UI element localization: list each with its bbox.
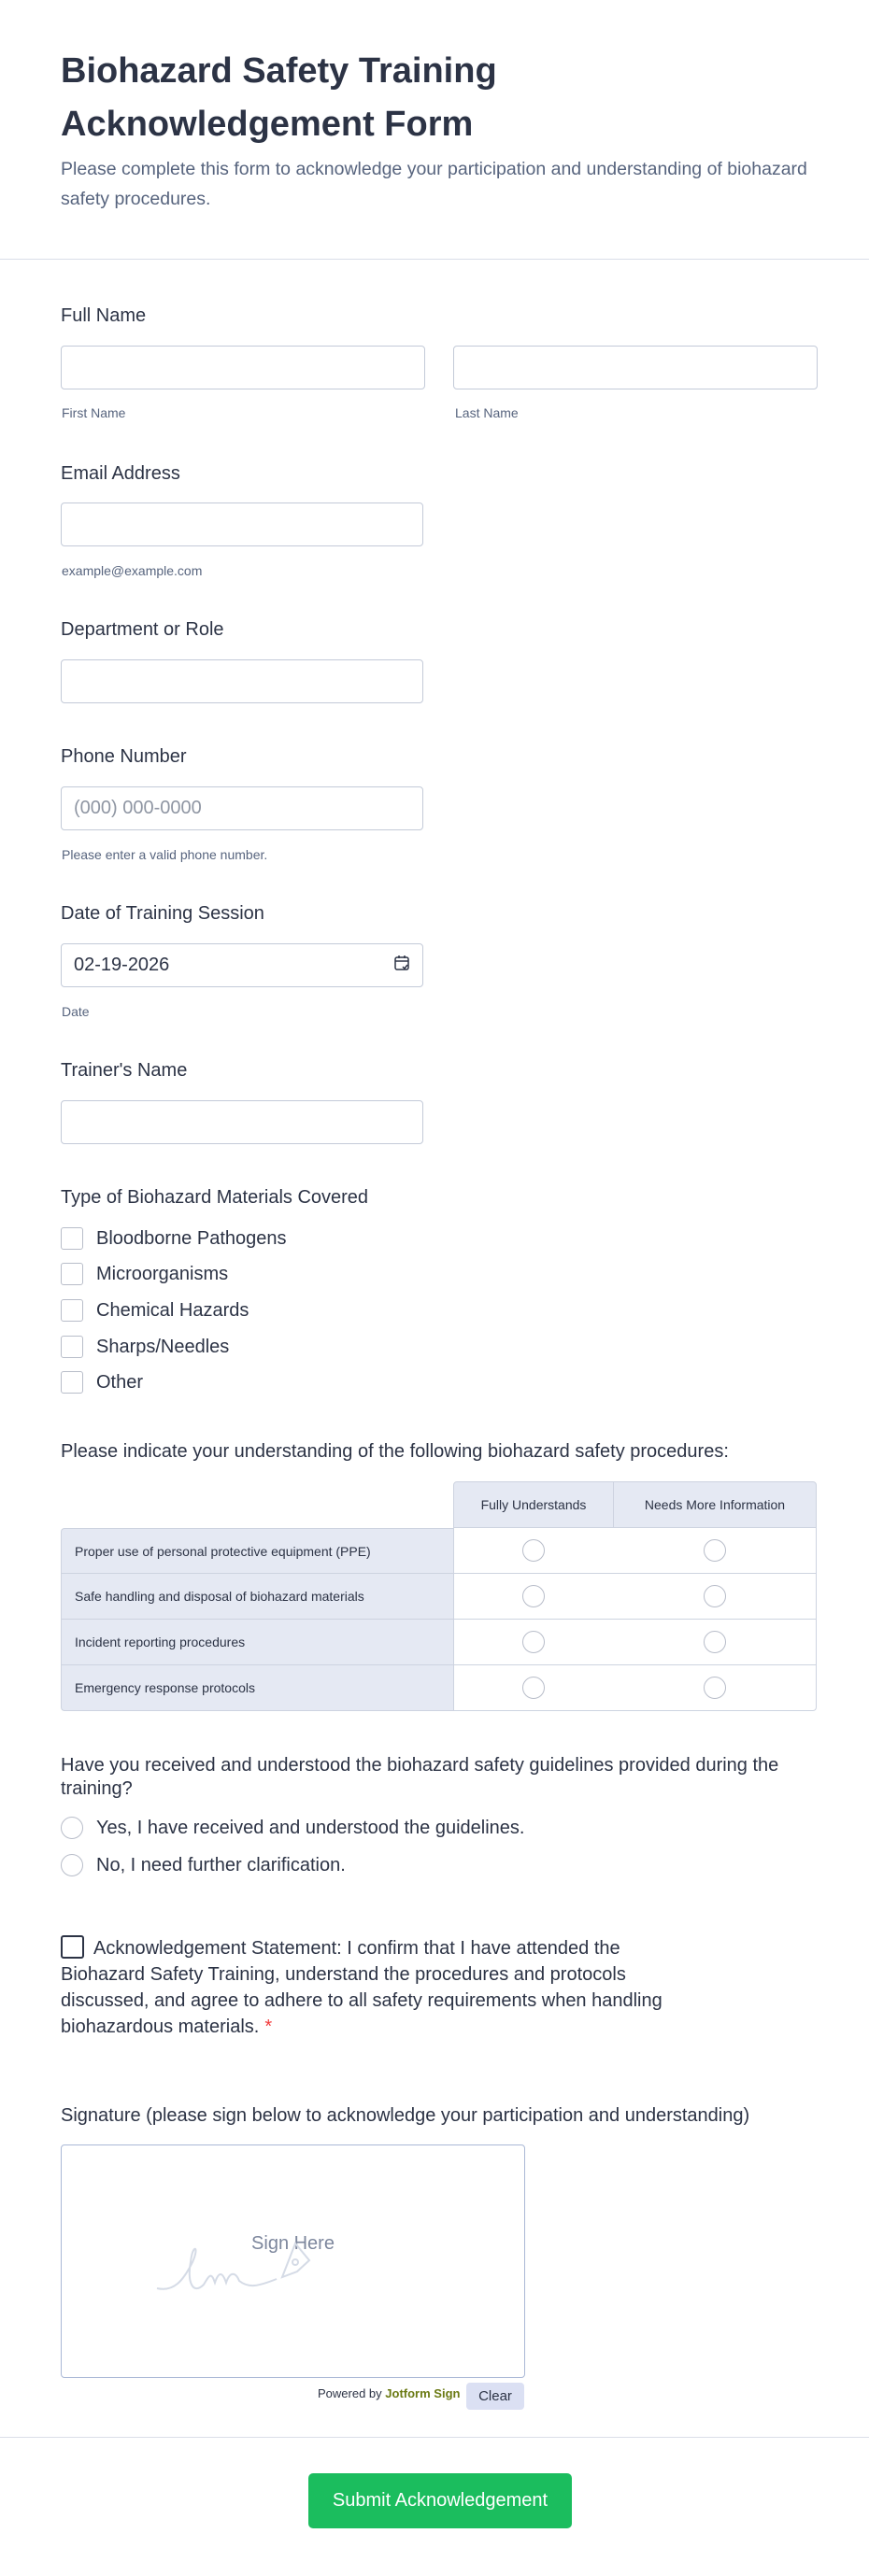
last-name-input[interactable] <box>453 346 818 389</box>
checkbox[interactable] <box>61 1263 83 1285</box>
understanding-matrix <box>61 1481 817 1712</box>
powered-by <box>318 2386 460 2400</box>
matrix-cell <box>453 1574 614 1620</box>
matrix-cell <box>453 1528 614 1574</box>
matrix-cell <box>613 1574 817 1620</box>
required-mark: * <box>264 2017 273 2037</box>
submit-button[interactable]: Submit Acknowledgement <box>308 2473 572 2528</box>
matrix-radio-needs-more-information[interactable] <box>704 1585 726 1607</box>
last-name-sublabel: Last Name <box>455 405 519 420</box>
phone-input[interactable] <box>61 786 423 830</box>
phone-sublabel: Please enter a valid phone number. <box>62 847 268 862</box>
calendar-icon[interactable] <box>393 955 410 977</box>
phone-placeholder: (000) 000-0000 <box>74 798 202 818</box>
date-input[interactable] <box>61 943 423 987</box>
matrix-question: Please indicate your understanding of the following biohazard safety procedures: <box>61 1441 729 1462</box>
acknowledgement-statement <box>61 1935 677 2040</box>
signature-pad[interactable] <box>61 2144 525 2378</box>
checkbox[interactable] <box>61 1371 83 1394</box>
checkbox[interactable] <box>61 1227 83 1250</box>
matrix-row-label: Safe handling and disposal of biohazard materials <box>61 1574 453 1620</box>
option-label: Sharps/Needles <box>96 1336 230 1357</box>
sign-here-placeholder: Sign Here <box>251 2233 335 2254</box>
checkbox-chemical-hazards[interactable] <box>61 1299 249 1322</box>
option-label: Other <box>96 1371 144 1393</box>
acknowledgement-checkbox[interactable] <box>61 1935 84 1959</box>
checkbox-microorganisms[interactable] <box>61 1263 228 1285</box>
option-label: Yes, I have received and understood the guidelines. <box>96 1817 525 1838</box>
date-sublabel: Date <box>62 1004 90 1019</box>
matrix-radio-fully-understands[interactable] <box>522 1585 545 1607</box>
email-input[interactable] <box>61 502 423 546</box>
option-label: No, I need further clarification. <box>96 1854 346 1875</box>
matrix-cell <box>453 1665 614 1711</box>
jotform-sign-link[interactable]: Jotform Sign <box>385 2386 461 2400</box>
option-label: Chemical Hazards <box>96 1299 249 1321</box>
form-subtitle: Please complete this form to acknowledge your participation and understanding of biohazard safety procedures. <box>61 159 807 209</box>
trainer-input[interactable] <box>61 1100 423 1144</box>
department-input[interactable] <box>61 659 423 703</box>
matrix-radio-needs-more-information[interactable] <box>704 1631 726 1653</box>
materials-label: Type of Biohazard Materials Covered <box>61 1187 369 1208</box>
matrix-row-label: Proper use of personal protective equipment (PPE) <box>61 1528 453 1574</box>
option-label: Microorganisms <box>96 1263 229 1284</box>
checkbox[interactable] <box>61 1299 83 1322</box>
footer-divider <box>0 2437 869 2438</box>
first-name-sublabel: First Name <box>62 405 126 420</box>
date-value: 02-19-2026 <box>74 955 170 975</box>
checkbox[interactable] <box>61 1336 83 1358</box>
trainer-label: Trainer's Name <box>61 1060 188 1081</box>
form-title: Biohazard Safety Training Acknowledgement Form <box>61 51 497 144</box>
acknowledgement-text: Acknowledgement Statement: I confirm that I have attended the Biohazard Safety Training, understand the procedures and protocols discussed, and agree to adhere to all safety requirements when handling biohazardous materials. <box>61 1938 662 2037</box>
radio-button[interactable] <box>61 1854 83 1876</box>
guidelines-question: Have you received and understood the biohazard safety guidelines provided during the training? <box>61 1755 779 1799</box>
email-label: Email Address <box>61 463 180 484</box>
column-header-needs-more-information: Needs More Information <box>613 1481 817 1528</box>
phone-label: Phone Number <box>61 746 187 767</box>
matrix-radio-fully-understands[interactable] <box>522 1677 545 1699</box>
checkbox-sharps-needles[interactable] <box>61 1336 229 1358</box>
department-label: Department or Role <box>61 619 224 640</box>
checkbox-other[interactable] <box>61 1371 143 1394</box>
header-divider <box>0 259 869 260</box>
checkbox-bloodborne-pathogens[interactable] <box>61 1227 287 1250</box>
radio-yes[interactable] <box>61 1817 524 1839</box>
column-header-fully-understands: Fully Understands <box>453 1481 614 1528</box>
matrix-radio-fully-understands[interactable] <box>522 1631 545 1653</box>
signature-scribble-icon <box>155 2234 314 2300</box>
email-sublabel: example@example.com <box>62 563 203 578</box>
date-label: Date of Training Session <box>61 903 264 924</box>
first-name-input[interactable] <box>61 346 425 389</box>
matrix-cell <box>613 1620 817 1665</box>
matrix-row-label: Incident reporting procedures <box>61 1620 453 1665</box>
matrix-cell <box>453 1620 614 1665</box>
clear-signature-button[interactable]: Clear <box>466 2383 524 2410</box>
radio-button[interactable] <box>61 1817 83 1839</box>
matrix-radio-fully-understands[interactable] <box>522 1539 545 1562</box>
signature-label: Signature (please sign below to acknowledge your participation and understanding) <box>61 2105 750 2126</box>
option-label: Bloodborne Pathogens <box>96 1227 287 1249</box>
matrix-row-label: Emergency response protocols <box>61 1665 453 1711</box>
powered-by-text: Powered by <box>318 2386 382 2400</box>
radio-no[interactable] <box>61 1854 346 1876</box>
matrix-cell <box>613 1665 817 1711</box>
matrix-radio-needs-more-information[interactable] <box>704 1539 726 1562</box>
matrix-radio-needs-more-information[interactable] <box>704 1677 726 1699</box>
full-name-label: Full Name <box>61 305 147 326</box>
matrix-cell <box>613 1528 817 1574</box>
